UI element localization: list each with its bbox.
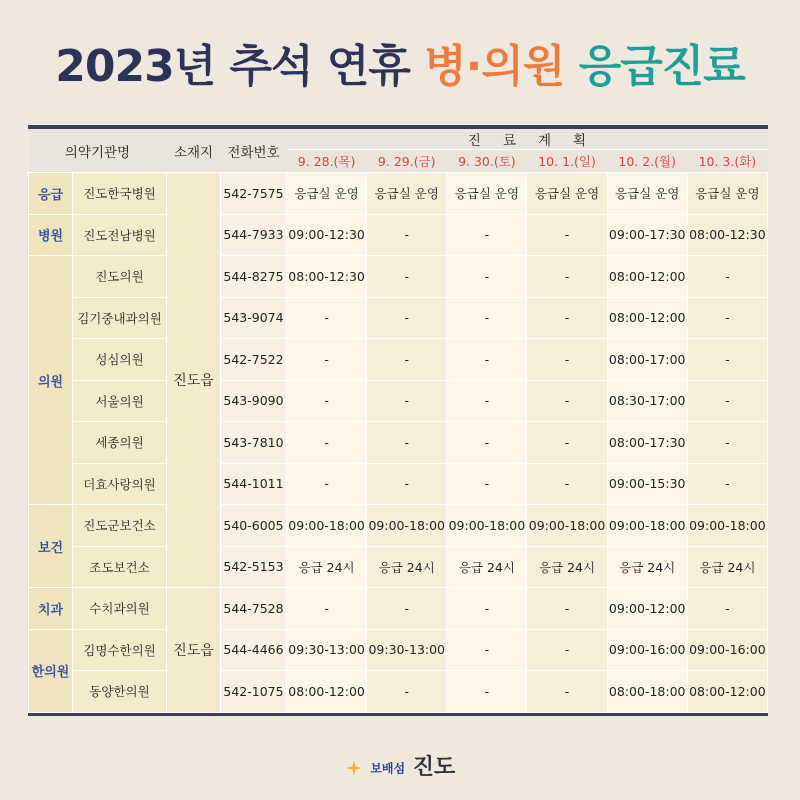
institution-name: 진도군보건소 <box>73 505 167 547</box>
schedule-cell: - <box>367 463 447 505</box>
phone-number: 544-8275 <box>221 256 287 298</box>
institution-name: 김기중내과의원 <box>73 297 167 339</box>
category-clinic: 의원 <box>29 256 73 505</box>
institution-name: 수치과의원 <box>73 588 167 630</box>
phone-number: 544-4466 <box>221 629 287 671</box>
schedule-cell: 09:00-16:00 <box>607 629 687 671</box>
schedule-cell: - <box>287 588 367 630</box>
phone-number: 540-6005 <box>221 505 287 547</box>
header-phone: 전화번호 <box>221 129 287 173</box>
schedule-cell: - <box>447 297 527 339</box>
schedule-table <box>28 129 768 713</box>
table-row <box>29 422 768 464</box>
schedule-cell: - <box>367 214 447 256</box>
schedule-cell: 08:00-12:00 <box>607 297 687 339</box>
schedule-cell: - <box>527 422 607 464</box>
phone-number: 542-7522 <box>221 339 287 381</box>
schedule-cell: - <box>447 256 527 298</box>
schedule-cell: 08:30-17:00 <box>607 380 687 422</box>
institution-name: 서울의원 <box>73 380 167 422</box>
schedule-cell: 08:00-12:30 <box>687 214 767 256</box>
category-oriental-clinic: 한의원 <box>29 629 73 712</box>
schedule-cell: - <box>527 214 607 256</box>
schedule-cell: 09:00-18:00 <box>287 505 367 547</box>
schedule-cell: - <box>367 588 447 630</box>
table-row <box>29 297 768 339</box>
schedule-cell: 09:00-17:30 <box>607 214 687 256</box>
schedule-cell: 응급실 운영 <box>687 173 767 215</box>
schedule-cell: - <box>527 463 607 505</box>
schedule-cell: - <box>447 629 527 671</box>
schedule-cell: 응급실 운영 <box>447 173 527 215</box>
sparkle-icon <box>345 759 363 777</box>
table-row <box>29 546 768 588</box>
title-highlight-clinic: 병·의원 <box>424 41 565 92</box>
table-row <box>29 505 768 547</box>
schedule-cell: - <box>447 339 527 381</box>
table-row <box>29 339 768 381</box>
schedule-cell: - <box>367 380 447 422</box>
schedule-cell: - <box>447 671 527 713</box>
phone-number: 544-7528 <box>221 588 287 630</box>
phone-number: 544-1011 <box>221 463 287 505</box>
schedule-cell: - <box>447 380 527 422</box>
schedule-cell: - <box>367 422 447 464</box>
schedule-cell: - <box>687 422 767 464</box>
schedule-cell: 09:00-18:00 <box>687 505 767 547</box>
table-row <box>29 671 768 713</box>
schedule-cell: - <box>687 380 767 422</box>
category-health-center: 보건 <box>29 505 73 588</box>
schedule-cell: 09:00-18:00 <box>607 505 687 547</box>
schedule-cell: 응급 24시 <box>527 546 607 588</box>
schedule-cell: - <box>527 339 607 381</box>
schedule-table-container <box>28 125 768 716</box>
schedule-cell: - <box>447 463 527 505</box>
institution-name: 김명수한의원 <box>73 629 167 671</box>
page-title <box>0 30 800 94</box>
schedule-cell: - <box>687 297 767 339</box>
schedule-cell: 응급 24시 <box>367 546 447 588</box>
schedule-cell: - <box>367 671 447 713</box>
schedule-cell: 09:00-18:00 <box>527 505 607 547</box>
header-institution: 의약기관명 <box>29 129 167 173</box>
schedule-cell: 응급실 운영 <box>287 173 367 215</box>
table-row <box>29 629 768 671</box>
schedule-cell: - <box>447 588 527 630</box>
title-highlight-emergency: 응급진료 <box>564 41 745 92</box>
schedule-cell: 09:00-18:00 <box>367 505 447 547</box>
category-dental: 치과 <box>29 588 73 630</box>
schedule-cell: 08:00-17:30 <box>607 422 687 464</box>
phone-number: 543-9090 <box>221 380 287 422</box>
schedule-cell: - <box>447 214 527 256</box>
location-cell: 진도읍 <box>167 173 221 588</box>
schedule-cell: - <box>687 339 767 381</box>
schedule-cell: - <box>527 256 607 298</box>
header-location: 소재지 <box>167 129 221 173</box>
schedule-cell: - <box>287 422 367 464</box>
schedule-cell: - <box>687 588 767 630</box>
schedule-cell: 09:00-15:30 <box>607 463 687 505</box>
schedule-cell: 응급 24시 <box>287 546 367 588</box>
date-header: 10. 2.(월) <box>607 150 687 173</box>
schedule-cell: - <box>367 256 447 298</box>
table-row <box>29 173 768 215</box>
schedule-cell: 응급실 운영 <box>527 173 607 215</box>
phone-number: 542-5153 <box>221 546 287 588</box>
phone-number: 543-9074 <box>221 297 287 339</box>
schedule-cell: 08:00-12:00 <box>607 256 687 298</box>
schedule-cell: - <box>367 339 447 381</box>
phone-number: 544-7933 <box>221 214 287 256</box>
schedule-cell: - <box>367 297 447 339</box>
table-row <box>29 214 768 256</box>
schedule-cell: 09:30-13:00 <box>367 629 447 671</box>
phone-number: 542-1075 <box>221 671 287 713</box>
date-header: 9. 29.(금) <box>367 150 447 173</box>
date-header: 9. 30.(토) <box>447 150 527 173</box>
date-header: 10. 3.(화) <box>687 150 767 173</box>
schedule-cell: 응급 24시 <box>607 546 687 588</box>
schedule-cell: - <box>687 463 767 505</box>
schedule-cell: - <box>287 380 367 422</box>
schedule-cell: 08:00-12:00 <box>287 671 367 713</box>
schedule-cell: - <box>287 339 367 381</box>
schedule-cell: 응급실 운영 <box>367 173 447 215</box>
date-header: 10. 1.(일) <box>527 150 607 173</box>
schedule-cell: - <box>687 256 767 298</box>
schedule-cell: 응급 24시 <box>687 546 767 588</box>
schedule-cell: - <box>527 671 607 713</box>
phone-number: 543-7810 <box>221 422 287 464</box>
schedule-cell: 09:00-16:00 <box>687 629 767 671</box>
schedule-cell: 09:00-12:30 <box>287 214 367 256</box>
schedule-cell: - <box>447 422 527 464</box>
header-plan: 진료계획 <box>287 129 768 150</box>
institution-name: 세종의원 <box>73 422 167 464</box>
institution-name: 조도보건소 <box>73 546 167 588</box>
institution-name: 진도의원 <box>73 256 167 298</box>
logo-big-text: 진도 <box>412 755 456 780</box>
table-row <box>29 380 768 422</box>
schedule-cell: - <box>527 629 607 671</box>
jindo-logo <box>0 750 800 781</box>
category-emergency: 응급 <box>29 173 73 215</box>
schedule-cell: 08:00-12:30 <box>287 256 367 298</box>
institution-name: 성심의원 <box>73 339 167 381</box>
institution-name: 진도한국병원 <box>73 173 167 215</box>
phone-number: 542-7575 <box>221 173 287 215</box>
schedule-cell: 08:00-18:00 <box>607 671 687 713</box>
schedule-cell: 08:00-17:00 <box>607 339 687 381</box>
schedule-cell: - <box>527 297 607 339</box>
table-row <box>29 588 768 630</box>
category-hospital: 병원 <box>29 214 73 256</box>
date-header: 9. 28.(목) <box>287 150 367 173</box>
institution-name: 더효사랑의원 <box>73 463 167 505</box>
schedule-cell: 응급 24시 <box>447 546 527 588</box>
schedule-cell: - <box>287 297 367 339</box>
schedule-cell: - <box>527 380 607 422</box>
table-row <box>29 463 768 505</box>
schedule-cell: 09:00-18:00 <box>447 505 527 547</box>
location-cell: 진도읍 <box>167 588 221 713</box>
schedule-cell: 08:00-12:00 <box>687 671 767 713</box>
logo-small-text: 보배섬 <box>370 761 406 776</box>
schedule-cell: 응급실 운영 <box>607 173 687 215</box>
schedule-cell: - <box>527 588 607 630</box>
schedule-cell: 09:00-12:00 <box>607 588 687 630</box>
table-row <box>29 256 768 298</box>
institution-name: 동양한의원 <box>73 671 167 713</box>
title-main: 2023년 추석 연휴 <box>55 41 425 92</box>
institution-name: 진도전남병원 <box>73 214 167 256</box>
schedule-cell: 09:30-13:00 <box>287 629 367 671</box>
schedule-cell: - <box>287 463 367 505</box>
